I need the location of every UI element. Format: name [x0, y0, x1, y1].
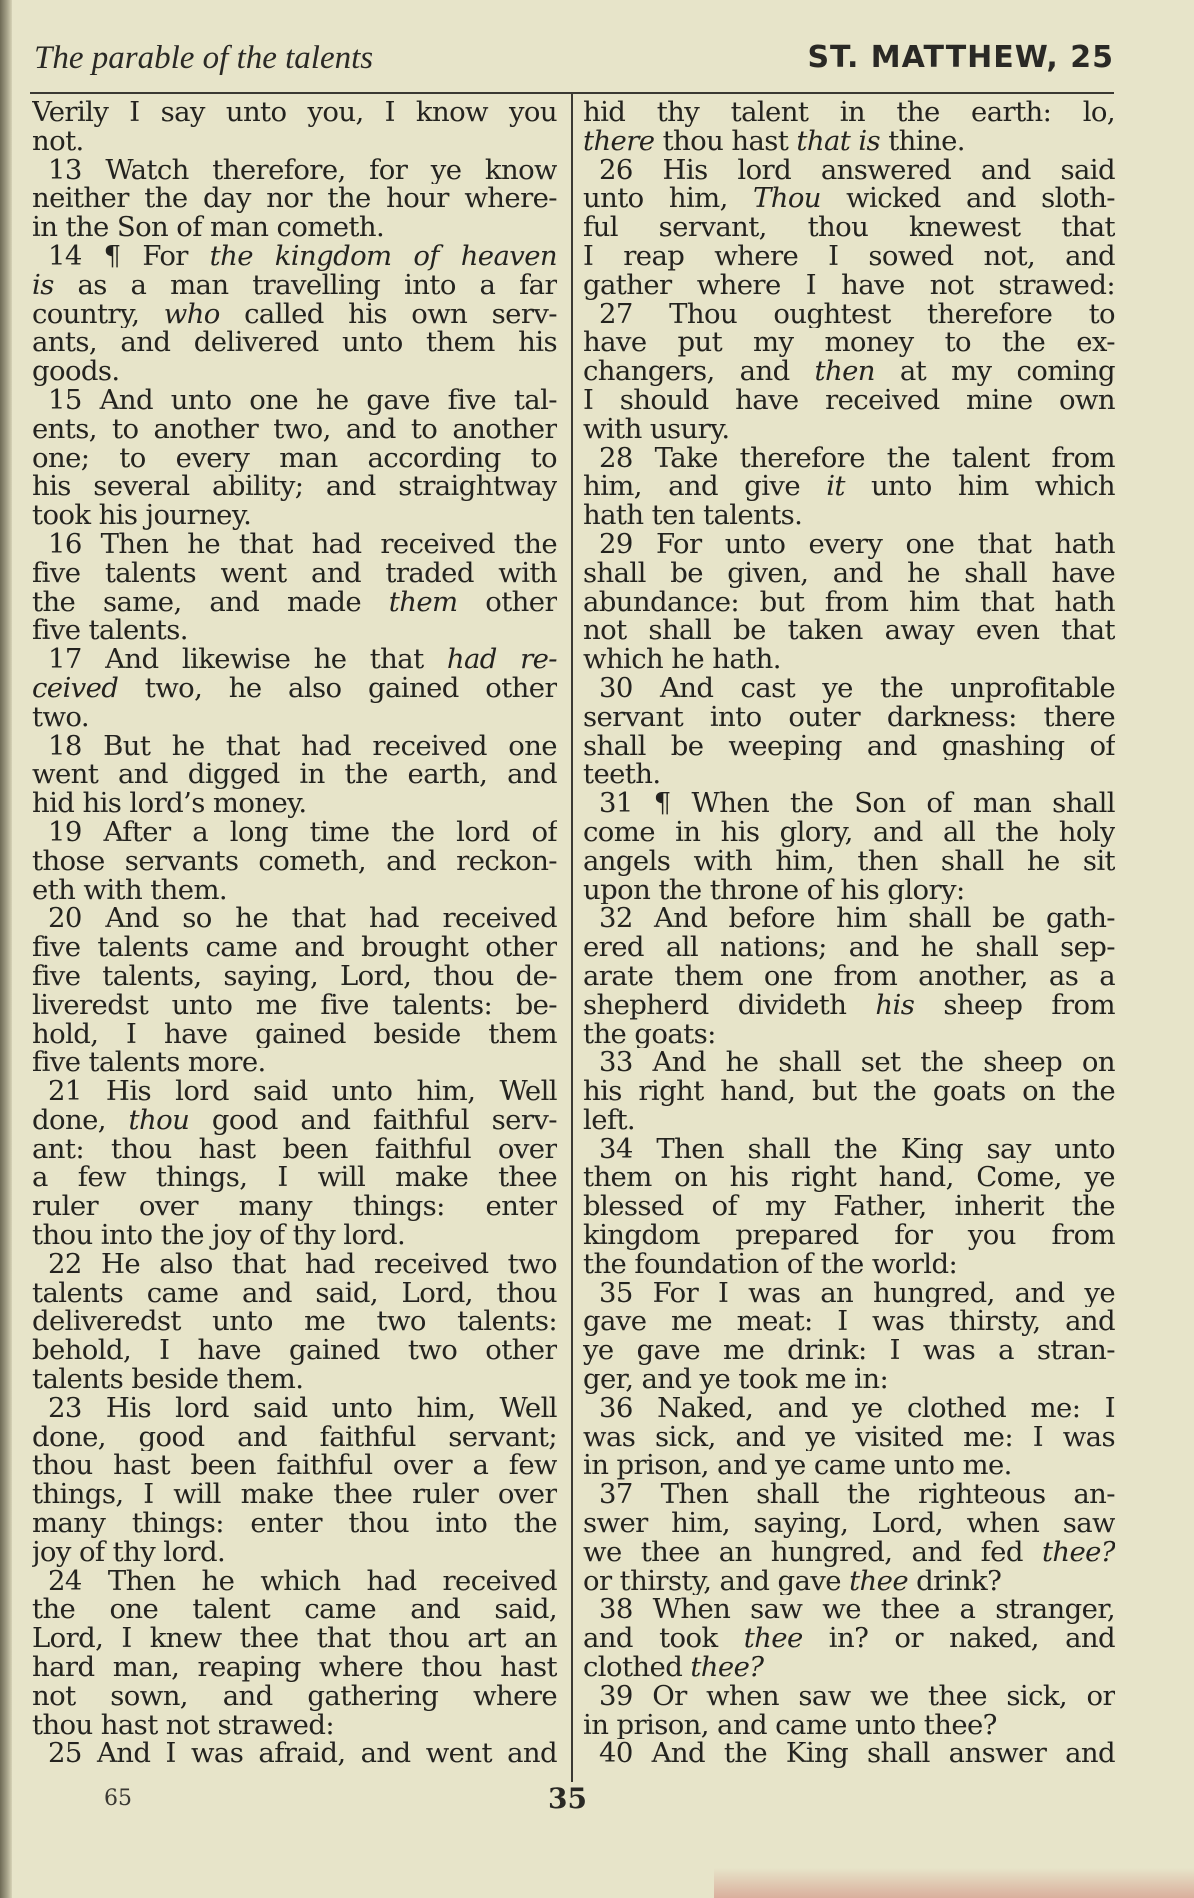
text-line: hold, I have gained beside them	[32, 1019, 557, 1049]
text-line: five talents came and brought other	[32, 933, 557, 962]
text-line: not sown, and gathering where	[32, 1681, 557, 1711]
text-line: thou into the joy of thy lord.	[32, 1221, 406, 1250]
text-line: five talents more.	[32, 1048, 266, 1078]
text-line: 38 When saw we thee a stranger,	[599, 1595, 1115, 1625]
text-line: have put my money to the ex-	[583, 328, 1115, 358]
text-line: ruler over many things: enter	[32, 1192, 557, 1222]
text-line: five talents, saying, Lord, thou de-	[32, 961, 557, 991]
text-line: thou hast not strawed:	[32, 1710, 335, 1740]
text-line: 23 His lord said unto him, Well	[48, 1393, 557, 1423]
text-line: 36 Naked, and ye clothed me: I	[599, 1393, 1115, 1423]
text-line: in prison, and came unto thee?	[583, 1710, 997, 1740]
text-line: done, good and faithful servant;	[32, 1422, 557, 1452]
text-line: 15 And unto one he gave five tal-	[48, 385, 557, 415]
text-line: in the Son of man cometh.	[32, 213, 385, 242]
text-line: 25 And I was afraid, and went and	[48, 1739, 557, 1769]
text-line: which he hath.	[583, 645, 781, 674]
text-line: ful servant, thou knewest that	[583, 213, 1115, 242]
text-line: in prison, and ye came unto me.	[583, 1451, 1012, 1481]
text-line: the goats:	[583, 1019, 716, 1049]
text-line: 32 And before him shall be gath-	[599, 904, 1115, 934]
text-line: I reap where I sowed not, and	[583, 241, 1115, 271]
text-line: 29 For unto every one that hath	[599, 529, 1115, 559]
text-line: or thirsty, and gave thee drink?	[583, 1566, 1002, 1596]
text-line: 35 For I was an hungred, and ye	[599, 1278, 1115, 1308]
text-line: goods.	[32, 357, 120, 386]
text-line: swer him, saying, Lord, when saw	[583, 1509, 1115, 1538]
text-line: upon the throne of his glory:	[583, 875, 965, 905]
text-line: was sick, and ye visited me: I was	[583, 1422, 1115, 1452]
text-line: thou hast been faithful over a few	[32, 1451, 557, 1481]
text-line: his several ability; and straightway	[32, 472, 557, 502]
text-line: Verily I say unto you, I know you	[32, 98, 557, 127]
text-line: 19 After a long time the lord of	[48, 817, 557, 847]
text-line: his right hand, but the goats on the	[583, 1077, 1115, 1106]
text-line: changers, and then at my coming	[583, 357, 1115, 386]
text-line: gather where I have not strawed:	[583, 270, 1115, 300]
text-line: 22 He also that had received two	[48, 1249, 557, 1279]
text-line: liveredst unto me five talents: be-	[32, 990, 557, 1020]
text-line: 37 Then shall the righteous an-	[599, 1480, 1115, 1510]
text-line: neither the day nor the hour where-	[32, 184, 557, 214]
text-line: 31 ¶ When the Son of man shall	[599, 789, 1115, 818]
text-line: not shall be taken away even that	[583, 616, 1115, 646]
text-line: gave me meat: I was thirsty, and	[583, 1307, 1115, 1337]
text-line: him, and give it unto him which	[583, 472, 1115, 502]
text-line: 39 Or when saw we thee sick, or	[599, 1681, 1115, 1711]
text-line: five talents.	[32, 616, 188, 646]
text-line: two.	[32, 702, 90, 732]
text-line: joy of thy lord.	[32, 1537, 226, 1567]
text-line: angels with him, then shall he sit	[583, 846, 1115, 876]
text-line: Lord, I knew thee that thou art an	[32, 1624, 557, 1654]
text-line: those servants cometh, and reckon-	[32, 846, 557, 876]
text-line: many things: enter thou into the	[32, 1509, 557, 1538]
left-text-column	[32, 98, 557, 1782]
book-chapter-heading: ST. MATTHEW, 25	[807, 40, 1114, 75]
text-line: behold, I have gained two other	[32, 1336, 557, 1366]
text-line: a few things, I will make thee	[32, 1163, 557, 1193]
text-line: took his journey.	[32, 501, 252, 530]
text-line: 18 But he that had received one	[48, 731, 557, 761]
text-line: 20 And so he that had received	[48, 904, 557, 934]
text-line: done, thou good and faithful serv-	[32, 1105, 557, 1135]
text-line: 30 And cast ye the unprofitable	[599, 673, 1115, 703]
text-line: ant: thou hast been faithful over	[32, 1134, 557, 1164]
running-head: The parable of the talents	[34, 40, 374, 76]
text-line: went and digged in the earth, and	[32, 760, 557, 790]
text-line: 28 Take therefore the talent from	[599, 443, 1115, 473]
text-line: not.	[32, 126, 84, 156]
column-divider	[571, 94, 573, 1782]
text-line: left.	[583, 1105, 636, 1135]
text-line: arate them one from another, as a	[583, 961, 1115, 991]
text-line: country, who called his own serv-	[32, 299, 557, 329]
text-line: deliveredst unto me two talents:	[32, 1307, 557, 1337]
text-line: and took thee in? or naked, and	[583, 1624, 1115, 1654]
text-line: 24 Then he which had received	[48, 1566, 557, 1596]
text-line: shall be weeping and gnashing of	[583, 731, 1115, 761]
text-line: ants, and delivered unto them his	[32, 328, 557, 358]
text-line: 34 Then shall the King say unto	[599, 1134, 1115, 1164]
text-line: blessed of my Father, inherit the	[583, 1192, 1115, 1222]
text-line: 21 His lord said unto him, Well	[48, 1077, 557, 1106]
text-line: talents beside them.	[32, 1365, 304, 1394]
text-line: 13 Watch therefore, for ye know	[48, 155, 557, 185]
text-line: five talents went and traded with	[32, 558, 557, 588]
text-line: we thee an hungred, and fed thee?	[583, 1537, 1115, 1567]
text-line: them on his right hand, Come, ye	[583, 1163, 1115, 1193]
text-line: hid his lord’s money.	[32, 789, 307, 818]
text-line: servant into outer darkness: there	[583, 702, 1115, 732]
text-line: abundance: but from him that hath	[583, 587, 1115, 617]
text-line: one; to every man according to	[32, 443, 557, 473]
text-line: 33 And he shall set the sheep on	[599, 1048, 1115, 1078]
text-line: 16 Then he that had received the	[48, 529, 557, 559]
text-line: the same, and made them other	[32, 587, 557, 617]
text-line: shall be given, and he shall have	[583, 558, 1115, 588]
page-stain	[714, 1868, 1194, 1898]
text-line: 27 Thou oughtest therefore to	[599, 299, 1115, 329]
text-line: hard man, reaping where thou hast	[32, 1653, 557, 1682]
text-line: with usury.	[583, 414, 730, 444]
text-line: ceived two, he also gained other	[32, 673, 557, 703]
text-line: ered all nations; and he shall sep-	[583, 933, 1115, 962]
text-line: ents, to another two, and to another	[32, 414, 557, 444]
text-line: the one talent came and said,	[32, 1595, 557, 1625]
text-line: unto him, Thou wicked and sloth-	[583, 184, 1115, 214]
text-line: eth with them.	[32, 875, 228, 905]
text-line: shepherd divideth his sheep from	[583, 990, 1115, 1020]
text-line: hath ten talents.	[583, 501, 803, 530]
text-line: 26 His lord answered and said	[599, 155, 1115, 185]
page-binding-shadow	[0, 0, 12, 1898]
text-line: ger, and ye took me in:	[583, 1365, 889, 1394]
text-line: talents came and said, Lord, thou	[32, 1278, 557, 1308]
text-line: is as a man travelling into a far	[32, 270, 557, 300]
text-line: 17 And likewise he that had re-	[48, 645, 557, 674]
text-line: 40 And the King shall answer and	[599, 1739, 1115, 1769]
text-line: kingdom prepared for you from	[583, 1221, 1115, 1250]
text-line: clothed thee?	[583, 1653, 764, 1682]
page-header	[34, 40, 1114, 90]
text-line: teeth.	[583, 760, 661, 790]
text-line: there thou hast that is thine.	[583, 126, 965, 156]
page-number: 35	[548, 1782, 587, 1815]
text-line: things, I will make thee ruler over	[32, 1480, 557, 1510]
signature-number: 65	[104, 1786, 132, 1811]
text-line: hid thy talent in the earth: lo,	[583, 98, 1115, 127]
text-line: 14 ¶ For the kingdom of heaven	[48, 241, 557, 271]
text-line: ye gave me drink: I was a stran-	[583, 1336, 1115, 1366]
text-line: come in his glory, and all the holy	[583, 817, 1115, 847]
text-line: I should have received mine own	[583, 385, 1115, 415]
text-line: the foundation of the world:	[583, 1249, 958, 1279]
right-text-column	[583, 98, 1115, 1782]
